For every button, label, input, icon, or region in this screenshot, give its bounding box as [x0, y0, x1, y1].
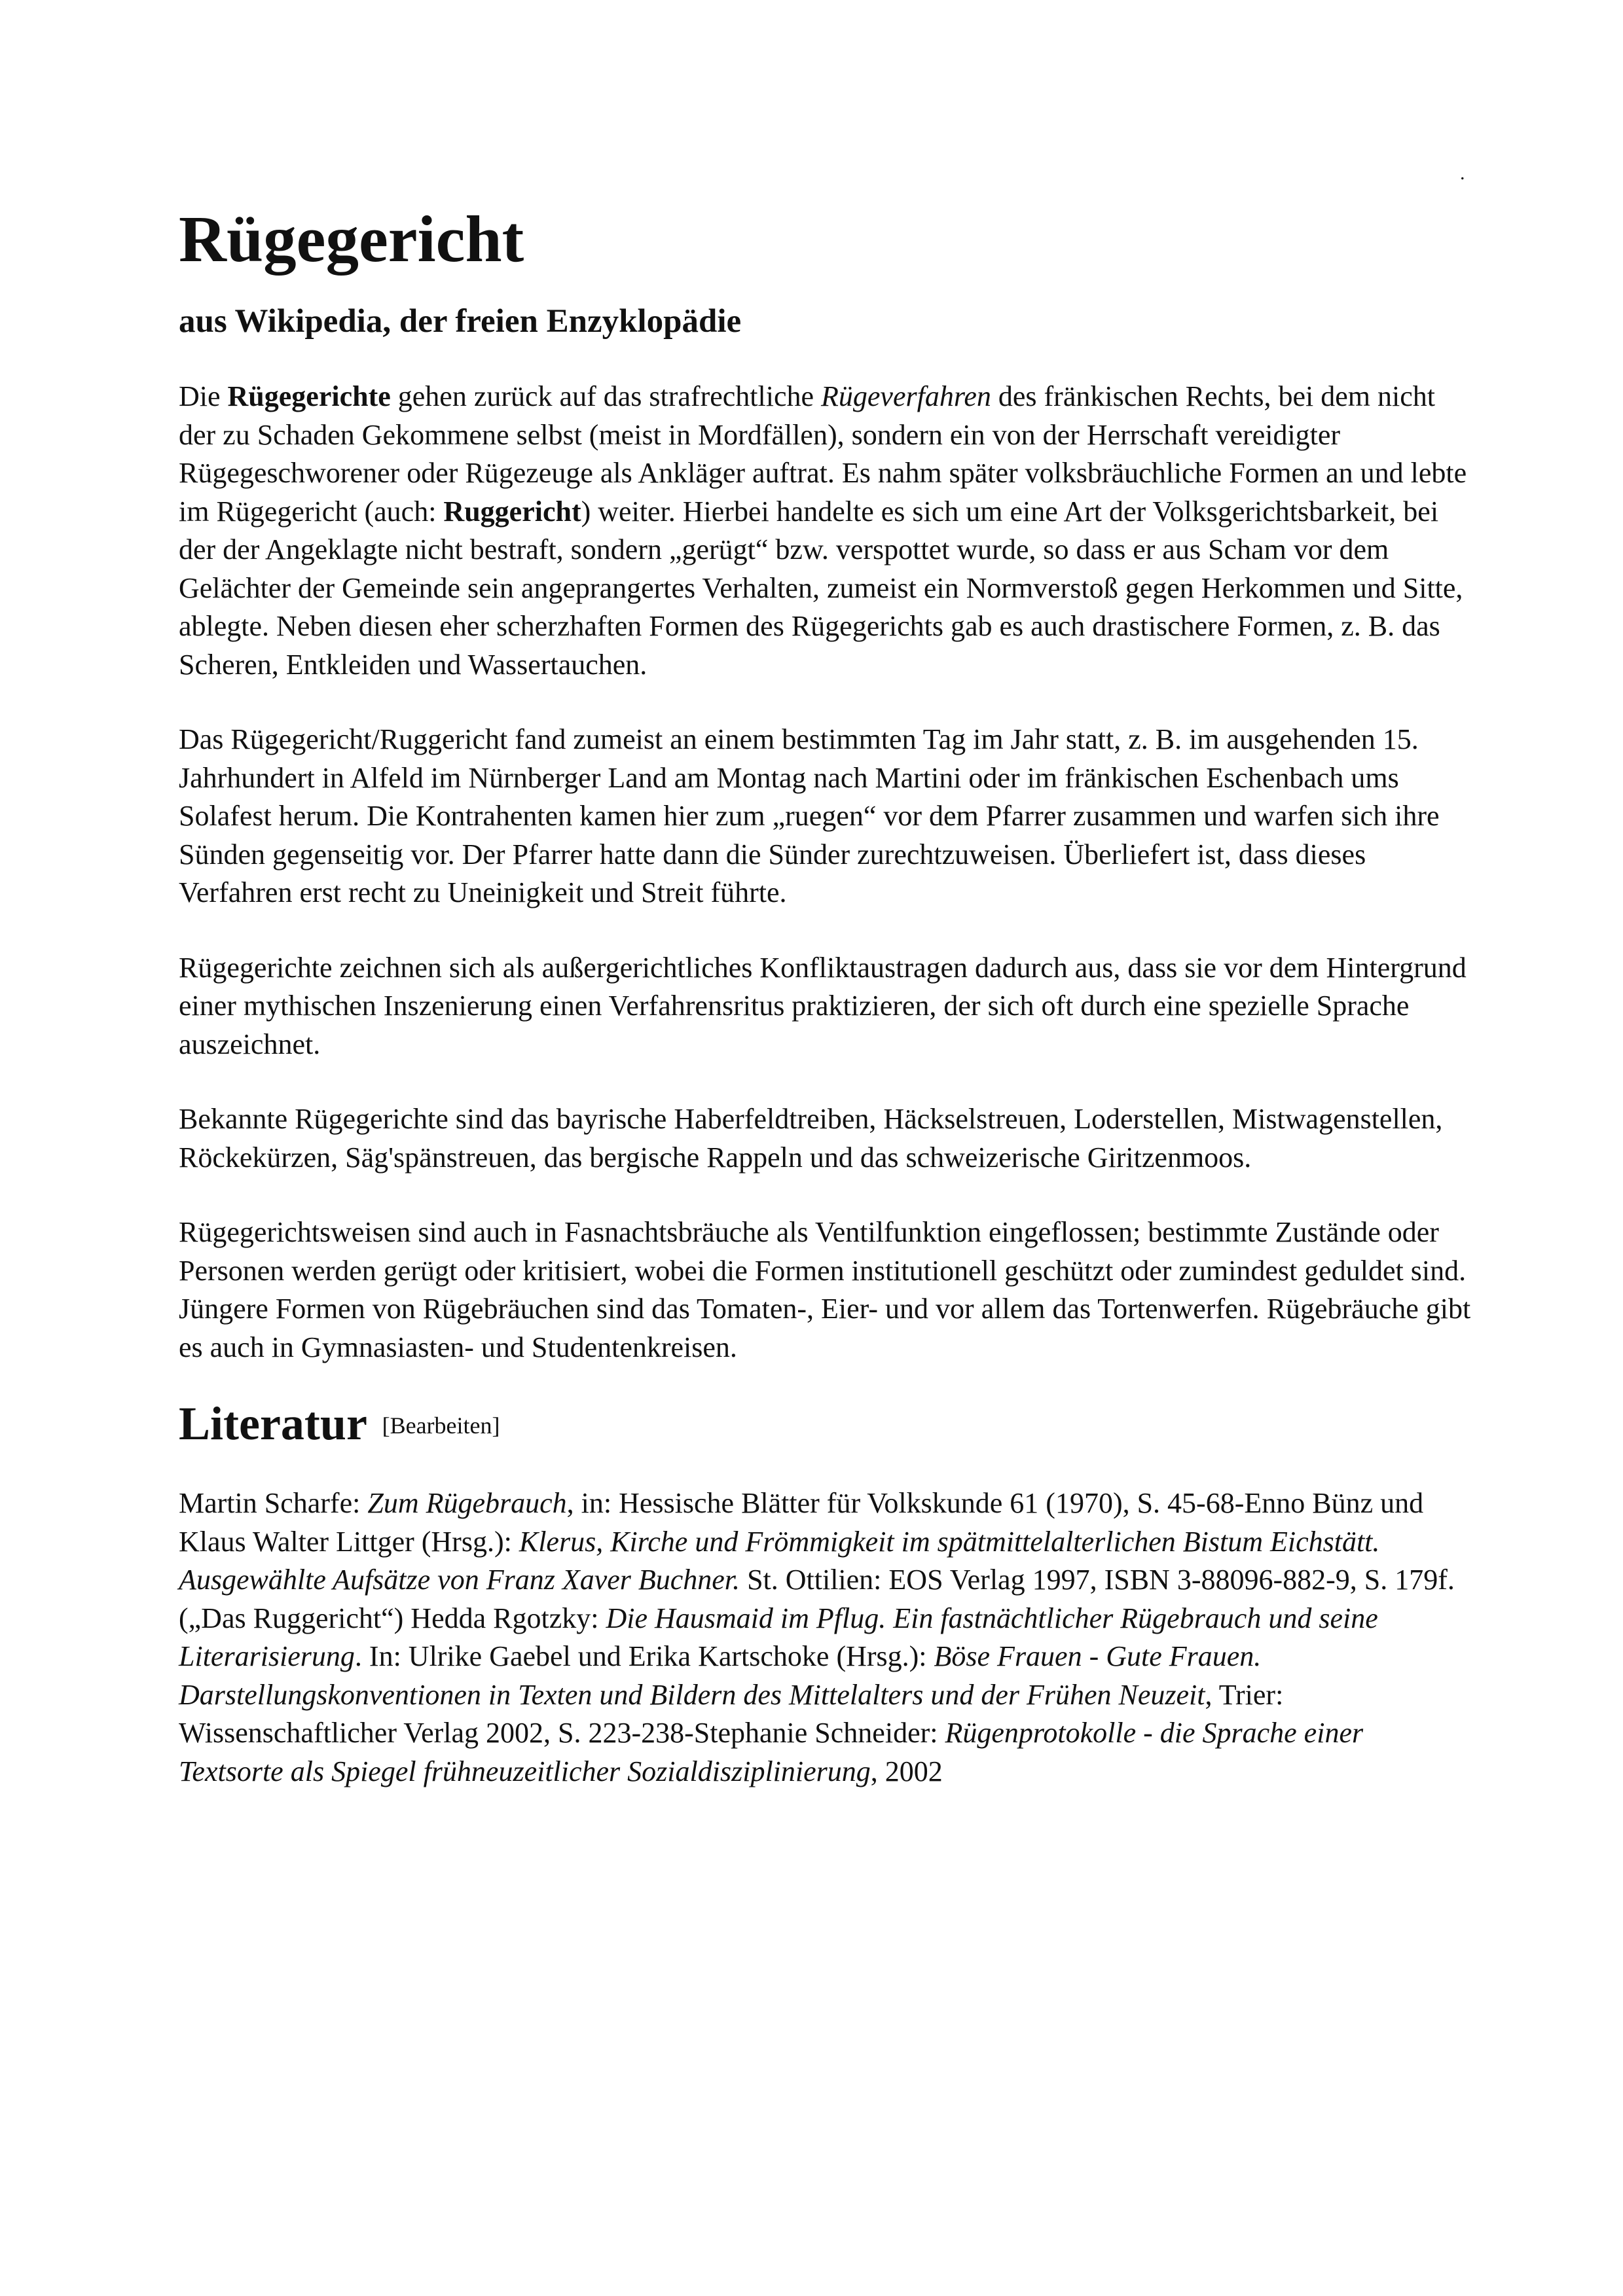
paragraph-intro	[179, 378, 1472, 684]
paragraph-2: Das Rügegericht/Ruggericht fand zumeist an einem bestimmten Tag im Jahr statt, z. B. im ausgehenden 15. Jahrhundert in Alfeld im Nürnberger Land am Montag nach Martini oder im fränkischen Eschenbach ums Solafest herum. Die Kontrahenten kamen hier zum „ruegen“ vor dem Pfarrer zusammen und warfen sich ihre Sünden gegenseitig vor. Der Pfarrer hatte dann die Sünder zurechtzuweisen. Überliefert ist, dass dieses Verfahren erst recht zu Uneinigkeit und Streit führte.	[179, 723, 1440, 909]
italic-title: Böse Frauen - Gute Frauen. Darstellungskonventionen in Texten und Bildern des Mittelalters und der Frühen Neuzeit	[179, 1640, 1262, 1711]
italic-term: Rügeverfahren	[821, 380, 991, 413]
page-title: Rügegericht	[179, 202, 524, 276]
article	[179, 203, 1472, 1791]
italic-title: Rügenprotokolle - die Sprache einer Textsorte als Spiegel frühneuzeitlicher Sozialdisziplinierung	[179, 1717, 1364, 1787]
bold-term: Ruggericht	[443, 495, 581, 528]
text-run: , 2002	[870, 1755, 943, 1787]
italic-title: Die Hausmaid im Pflug. Ein fastnächtlicher Rügebrauch und seine Literarisierung	[179, 1602, 1378, 1673]
page-mark: .	[1460, 162, 1465, 184]
text-run: gehen zurück auf das strafrechtliche	[390, 380, 822, 413]
paragraph-4: Bekannte Rügegerichte sind das bayrische Haberfeldtreiben, Häckselstreuen, Loderstellen, Mistwagenstellen, Röckekürzen, Säg'spänstreuen, das bergische Rappeln und das schweizerische Giritzenmoos.	[179, 1103, 1443, 1174]
page-subtitle: aus Wikipedia, der freien Enzyklopädie	[179, 303, 742, 340]
text-run: des fränkischen Rechts, bei dem nicht der zu Schaden Gekommene selbst (meist in Mordfällen), sondern ein von der Herrschaft vereidigter Rügegeschworener oder Rügezeuge als Ankläger auftrat. Es nahm später volksbräuchliche Formen an und lebte im Rügegericht (auch:	[179, 380, 1467, 528]
text-run: . In: Ulrike Gaebel und Erika Kartschoke (Hrsg.):	[354, 1640, 934, 1673]
bold-term: Rügegerichte	[227, 380, 391, 413]
section-title: Literatur	[179, 1397, 367, 1450]
text-run: St. Ottilien: EOS Verlag 1997, ISBN 3-88096-882-9, S. 179f. („Das Ruggericht“) Hedda Rgotzky:	[179, 1564, 1455, 1634]
text-run: , in: Hessische Blätter für Volkskunde 61 (1970), S. 45-68-Enno Bünz und Klaus Walter Littger (Hrsg.):	[179, 1487, 1424, 1558]
edit-link[interactable]: [Bearbeiten]	[382, 1412, 500, 1439]
literature-entry	[179, 1484, 1472, 1791]
section-heading-literatur	[179, 1394, 1472, 1453]
text-run: Die	[179, 380, 228, 413]
paragraph-5: Rügegerichtsweisen sind auch in Fasnachtsbräuche als Ventilfunktion eingeflossen; bestimmte Zustände oder Personen werden gerügt oder kritisiert, wobei die Formen institutionell geschützt oder zumindest geduldet sind. Jüngere Formen von Rügebräuchen sind das Tomaten-, Eier- und vor allem das Tortenwerfen. Rügebräuche gibt es auch in Gymnasiasten- und Studentenkreisen.	[179, 1216, 1471, 1363]
paragraph-3: Rügegerichte zeichnen sich als außergerichtliches Konfliktaustragen dadurch aus, dass sie vor dem Hintergrund einer mythischen Inszenierung einen Verfahrensritus praktizieren, der sich oft durch eine spezielle Sprache auszeichnet.	[179, 951, 1467, 1060]
text-run: , Trier: Wissenschaftlicher Verlag 2002, S. 223-238-Stephanie Schneider:	[179, 1678, 1284, 1749]
italic-title: Klerus, Kirche und Frömmigkeit im spätmittelalterlichen Bistum Eichstätt. Ausgewählte Aufsätze von Franz Xaver Buchner.	[179, 1525, 1380, 1596]
italic-title: Zum Rügebrauch	[367, 1487, 567, 1520]
text-run: ) weiter. Hierbei handelte es sich um eine Art der Volksgerichtsbarkeit, bei der der Angeklagte nicht bestraft, sondern „gerügt“ bzw. verspottet wurde, so dass er aus Scham vor dem Gelächter der Gemeinde sein angeprangertes Verhalten, zumeist ein Normverstoß gegen Herkommen und Sitte, ablegte. Neben diesen eher scherzhaften Formen des Rügegerichts gab es auch drastischere Formen, z. B. das Scheren, Entkleiden und Wassertauchen.	[179, 495, 1463, 681]
text-run: Martin Scharfe:	[179, 1487, 368, 1520]
